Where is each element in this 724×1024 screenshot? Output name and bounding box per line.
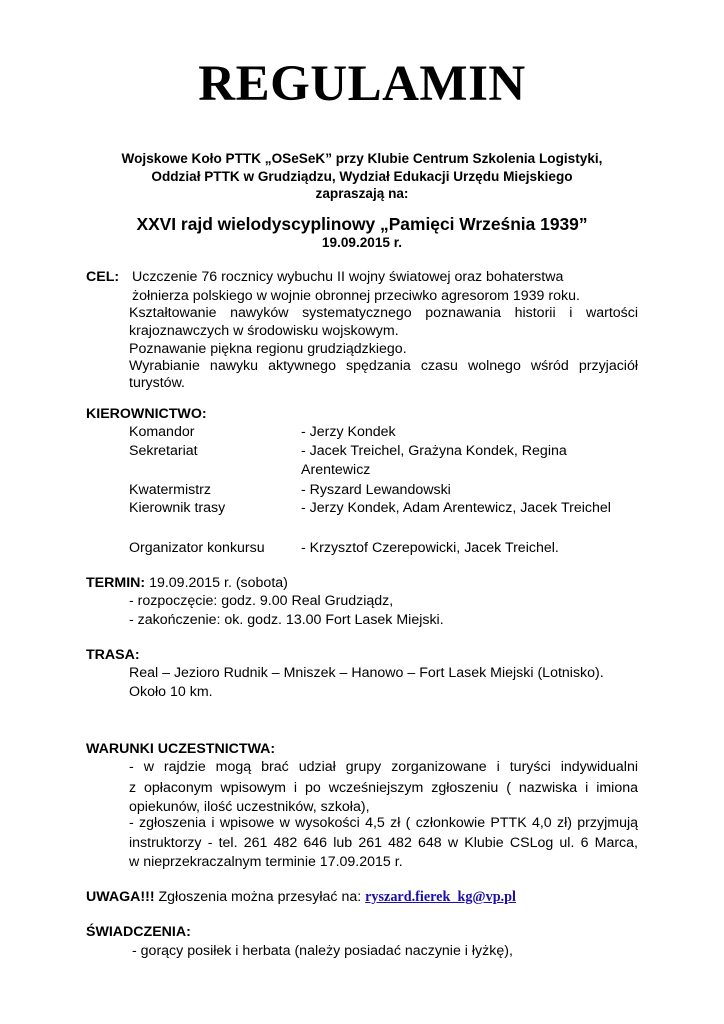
role-kierownik-trasy: Kierownik trasy [129,500,226,516]
role-kwatermistrz: Kwatermistrz [129,482,211,498]
role-value: Arentewicz [301,462,371,478]
role-value: - Ryszard Lewandowski [301,482,451,498]
trasa-line: Około 10 km. [129,684,213,700]
cel-line: Poznawanie piękna regionu grudziądzkiego. [129,341,407,357]
cel-label: CEL: [86,269,120,285]
document-title: REGULAMIN [198,56,526,112]
cel-line: turystów. [129,375,185,391]
swiadczenia-line: - gorący posiłek i herbata (należy posiadać naczynie i łyżkę), [132,943,513,959]
warunki-label: WARUNKI UCZESTNICTWA: [86,741,276,757]
kierownictwo-label: KIEROWNICTWO: [86,406,207,422]
warunki-line: z opłaconym wpisowym i po wcześniejszym zgłoszeniu ( nazwiska i imiona [129,780,638,796]
uwaga-text: Zgłoszenia można przesyłać na: [154,889,366,905]
role-value: - Jerzy Kondek, Adam Arentewicz, Jacek Treichel [301,500,611,516]
cel-line: Wyrabianie nawyku aktywnego spędzania czasu wolnego wśród przyjaciół [129,358,638,374]
termin-line: - rozpoczęcie: godz. 9.00 Real Grudziądz, [129,593,394,609]
role-value: - Jerzy Kondek [301,424,396,440]
uwaga-label: UWAGA!!! [86,889,155,905]
warunki-line: - w rajdzie mogą brać udział grupy zorganizowane i turyści indywidualni [129,759,638,775]
role-value: - Jacek Treichel, Grażyna Kondek, Regina [301,443,567,459]
termin-label: TERMIN: [86,575,146,591]
warunki-line: w nieprzekraczalnym terminie 17.09.2015 r. [129,854,403,870]
rally-name: XXVI rajd wielodyscyplinowy „Pamięci Września 1939” [136,214,588,234]
role-organizator-konkursu: Organizator konkursu [129,540,265,556]
warunki-line: opiekunów, ilość uczestników, szkoła), [129,799,370,815]
uwaga-row [86,888,516,906]
role-sekretariat: Sekretariat [129,443,198,459]
cel-line: Uczczenie 76 rocznicy wybuchu II wojny światowej oraz bohaterstwa [132,269,564,285]
organizers-line: zapraszają na: [315,186,409,201]
organizers-line: Wojskowe Koło PTTK „OSeSeK” przy Klubie Centrum Szkolenia Logistyki, [121,151,603,166]
termin-date: 19.09.2015 r. (sobota) [149,575,288,591]
role-value: - Krzysztof Czerepowicki, Jacek Treichel. [301,540,559,556]
email-link[interactable]: ryszard.fierek_kg@vp.pl [365,889,516,905]
cel-line: żołnierza polskiego w wojnie obronnej przeciwko agresorom 1939 roku. [132,288,580,304]
swiadczenia-label: ŚWIADCZENIA: [86,924,191,940]
termin-line: - zakończenie: ok. godz. 13.00 Fort Lasek Miejski. [129,612,444,628]
warunki-line: - zgłoszenia i wpisowe w wysokości 4,5 zł ( członkowie PTTK 4,0 zł) przyjmują [129,815,638,831]
trasa-line: Real – Jezioro Rudnik – Mniszek – Hanowo – Fort Lasek Miejski (Lotnisko). [129,665,604,681]
organizers-line: Oddział PTTK w Grudziądzu, Wydział Edukacji Urzędu Miejskiego [151,168,573,184]
cel-line: Kształtowanie nawyków systematycznego poznawania historii i wartości [129,305,638,321]
termin-row [86,574,288,592]
rally-date: 19.09.2015 r. [321,235,403,250]
role-komandor: Komandor [129,424,195,440]
warunki-line: instruktorzy - tel. 261 482 646 lub 261 482 648 w Klubie CSLog ul. 6 Marca, [129,835,638,851]
organizers-block [0,150,724,203]
trasa-label: TRASA: [86,647,140,663]
cel-line: krajoznawczych w środowisku wojskowym. [129,323,399,339]
